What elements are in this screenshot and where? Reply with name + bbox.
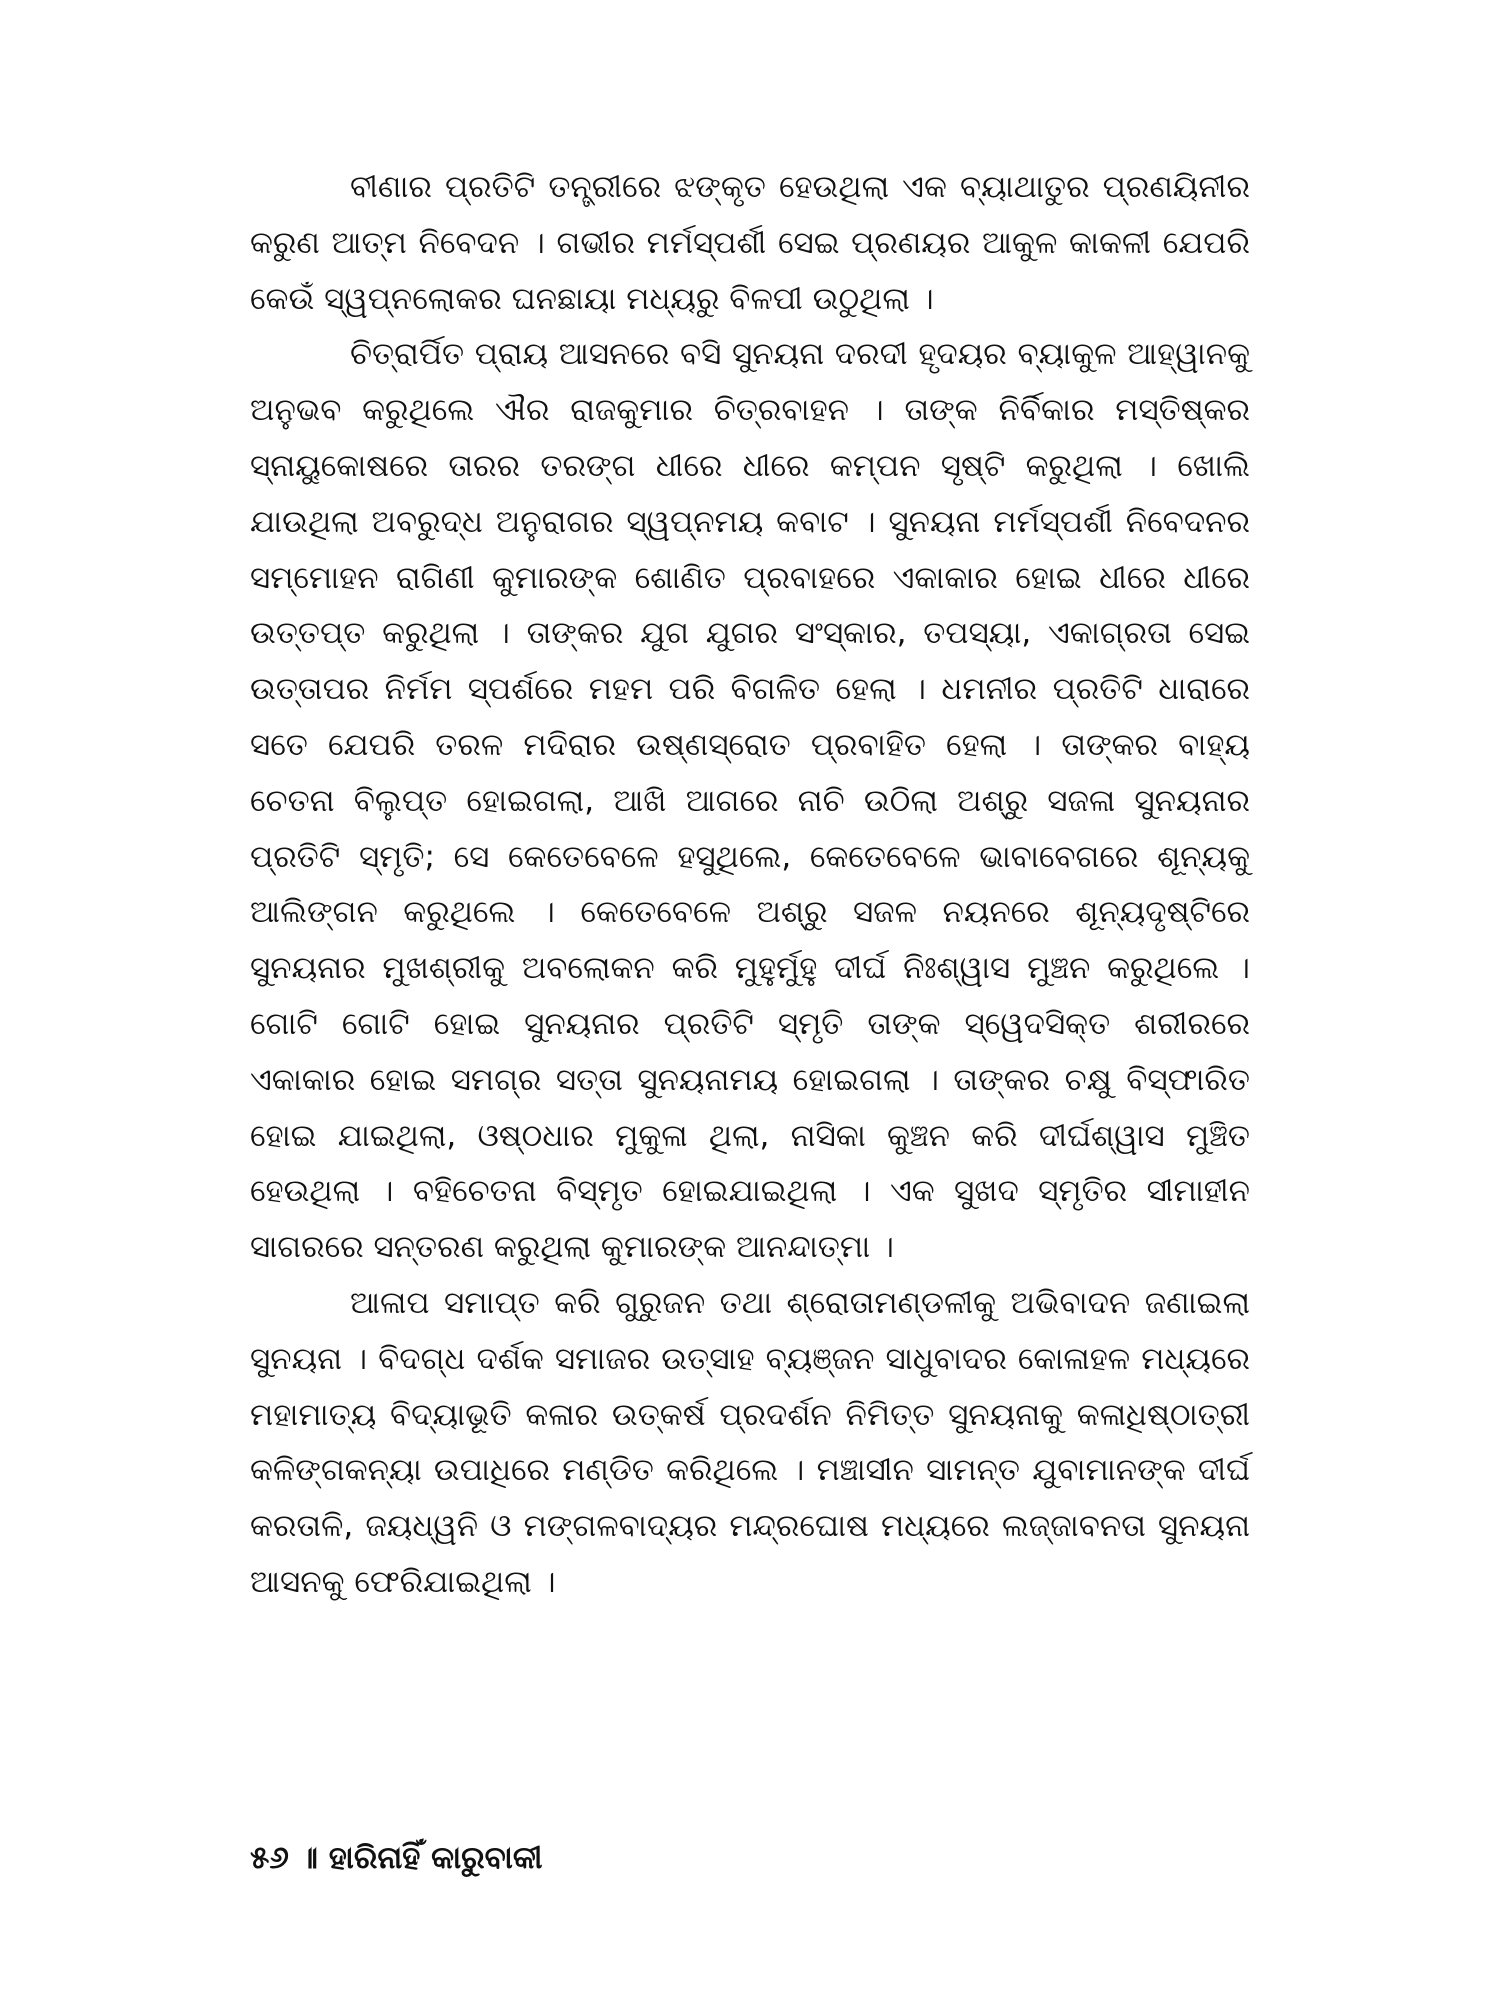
book-title: ହାରିନାହିଁ କାରୁବାକୀ: [328, 1840, 543, 1876]
paragraph-1: ବୀଣାର ପ୍ରତିଟି ତନ୍ତ୍ରୀରେ ଝଙ୍କୃତ ହେଉଥିଲା ଏକ ବ୍ୟାଥାତୁର ପ୍ରଣୟିନୀର କରୁଣ ଆତ୍ମ ନିବେଦନ । ଗଭୀର ମର୍ମସ୍ପର୍ଶୀ ସେଇ ପ୍ରଣୟର ଆକୁଳ କାକଳୀ ଯେପରି କେଉଁ ସ୍ୱପ୍ନଲୋକର ଘନଛାୟା ମଧ୍ୟରୁ ବିଳପୀ ଉଠୁଥିଲା ।: [250, 169, 1250, 317]
page-number: ୫୬: [250, 1840, 289, 1876]
paragraph-2: ଚିତ୍ରାର୍ପିତ ପ୍ରାୟ ଆସନରେ ବସି ସୁନୟନା ଦରଦୀ ହୃଦୟର ବ୍ୟାକୁଳ ଆହ୍ୱାନକୁ ଅନୁଭବ କରୁଥିଲେ ଐର ରାଜକୁମାର ଚିତ୍ରବାହନ । ତାଙ୍କ ନିର୍ବିକାର ମସ୍ତିଷ୍କର ସ୍ନାୟୁକୋଷରେ ତାରର ତରଙ୍ଗ ଧୀରେ ଧୀରେ କମ୍ପନ ସୃଷ୍ଟି କରୁଥିଲା । ଖୋଲି ଯାଉଥିଲା ଅବରୁଦ୍ଧ ଅନୁରାଗର ସ୍ୱପ୍ନମୟ କବାଟ । ସୁନୟନା ମର୍ମସ୍ପର୍ଶୀ ନିବେଦନର ସମ୍ମୋହନ ରାଗିଣୀ କୁମାରଙ୍କ ଶୋଣିତ ପ୍ରବାହରେ ଏକାକାର ହୋଇ ଧୀରେ ଧୀରେ ଉତ୍ତପ୍ତ କରୁଥିଲା । ତାଙ୍କର ଯୁଗ ଯୁଗର ସଂସ୍କାର, ତପସ୍ୟା, ଏକାଗ୍ରତା ସେଇ ଉତ୍ତାପର ନିର୍ମମ ସ୍ପର୍ଶରେ ମହମ ପରି ବିଗଳିତ ହେଲା । ଧମନୀର ପ୍ରତିଟି ଧାରାରେ ସତେ ଯେପରି ତରଳ ମଦିରାର ଉଷ୍ଣସ୍ରୋତ ପ୍ରବାହିତ ହେଲା । ତାଙ୍କର ବାହ୍ୟ ଚେତନା ବିଲୁପ୍ତ ହୋଇଗଲା, ଆଖି ଆଗରେ ନାଚି ଉଠିଲା ଅଶ୍ରୁ ସଜଳା ସୁନୟନାର ପ୍ରତିଟି ସ୍ମୃତି; ସେ କେତେବେଳେ ହସୁଥିଲେ, କେତେବେଳେ ଭାବାବେଗରେ ଶୂନ୍ୟକୁ ଆଲିଙ୍ଗନ କରୁଥିଲେ । କେତେବେଳେ ଅଶ୍ରୁ ସଜଳ ନୟନରେ ଶୂନ୍ୟଦୃଷ୍ଟିରେ ସୁନୟନାର ମୁଖଶ୍ରୀକୁ ଅବଲୋକନ କରି ମୁହୁର୍ମୁହୁ ଦୀର୍ଘ ନିଃଶ୍ୱାସ ମୁଞ୍ଚନ କରୁଥିଲେ । ଗୋଟି ଗୋଟି ହୋଇ ସୁନୟନାର ପ୍ରତିଟି ସ୍ମୃତି ତାଙ୍କ ସ୍ୱେଦସିକ୍ତ ଶରୀରରେ ଏକାକାର ହୋଇ ସମଗ୍ର ସତ୍ତା ସୁନୟନାମୟ ହୋଇଗଲା । ତାଙ୍କର ଚକ୍ଷୁ ବିସ୍ଫାରିତ ହୋଇ ଯାଇଥିଲା, ଓଷ୍ଠଧାର ମୁକୁଳା ଥିଲା, ନାସିକା କୁଞ୍ଚନ କରି ଦୀର୍ଘଶ୍ୱାସ ମୁଞ୍ଚିତ ହେଉଥିଲା । ବହିଚେତନା ବିସ୍ମୃତ ହୋଇଯାଇଥିଲା । ଏକ ସୁଖଦ ସ୍ମୃତିର ସୀମାହୀନ ସାଗରରେ ସନ୍ତରଣ କରୁଥିଲା କୁମାରଙ୍କ ଆନନ୍ଦାତ୍ମା ।: [250, 336, 1250, 1266]
page-footer: [250, 1838, 543, 1878]
paragraph-3: ଆଳାପ ସମାପ୍ତ କରି ଗୁରୁଜନ ତଥା ଶ୍ରୋତାମଣ୍ଡଳୀକୁ ଅଭିବାଦନ ଜଣାଇଲା ସୁନୟନା । ବିଦଗ୍ଧ ଦର୍ଶକ ସମାଜର ଉତ୍ସାହ ବ୍ୟଞ୍ଜନ ସାଧୁବାଦର କୋଳାହଳ ମଧ୍ୟରେ ମହାମାତ୍ୟ ବିଦ୍ୟାଭୂତି କଳାର ଉତ୍କର୍ଷ ପ୍ରଦର୍ଶନ ନିମିତ୍ତ ସୁନୟନାକୁ କଳାଧିଷ୍ଠାତ୍ରୀ କଳିଙ୍ଗକନ୍ୟା ଉପାଧିରେ ମଣ୍ଡିତ କରିଥିଲେ । ମଞ୍ଚାସୀନ ସାମନ୍ତ ଯୁବାମାନଙ୍କ ଦୀର୍ଘ କରତାଳି, ଜୟଧ୍ୱନି ଓ ମଙ୍ଗଳବାଦ୍ୟର ମନ୍ଦ୍ରଘୋଷ ମଧ୍ୟରେ ଲଜ୍ଜାବନତା ସୁନୟନା ଆସନକୁ ଫେରିଯାଇଥିଲା ।: [250, 1284, 1250, 1600]
body-text: [250, 160, 1250, 1611]
footer-separator: ॥: [299, 1840, 318, 1876]
